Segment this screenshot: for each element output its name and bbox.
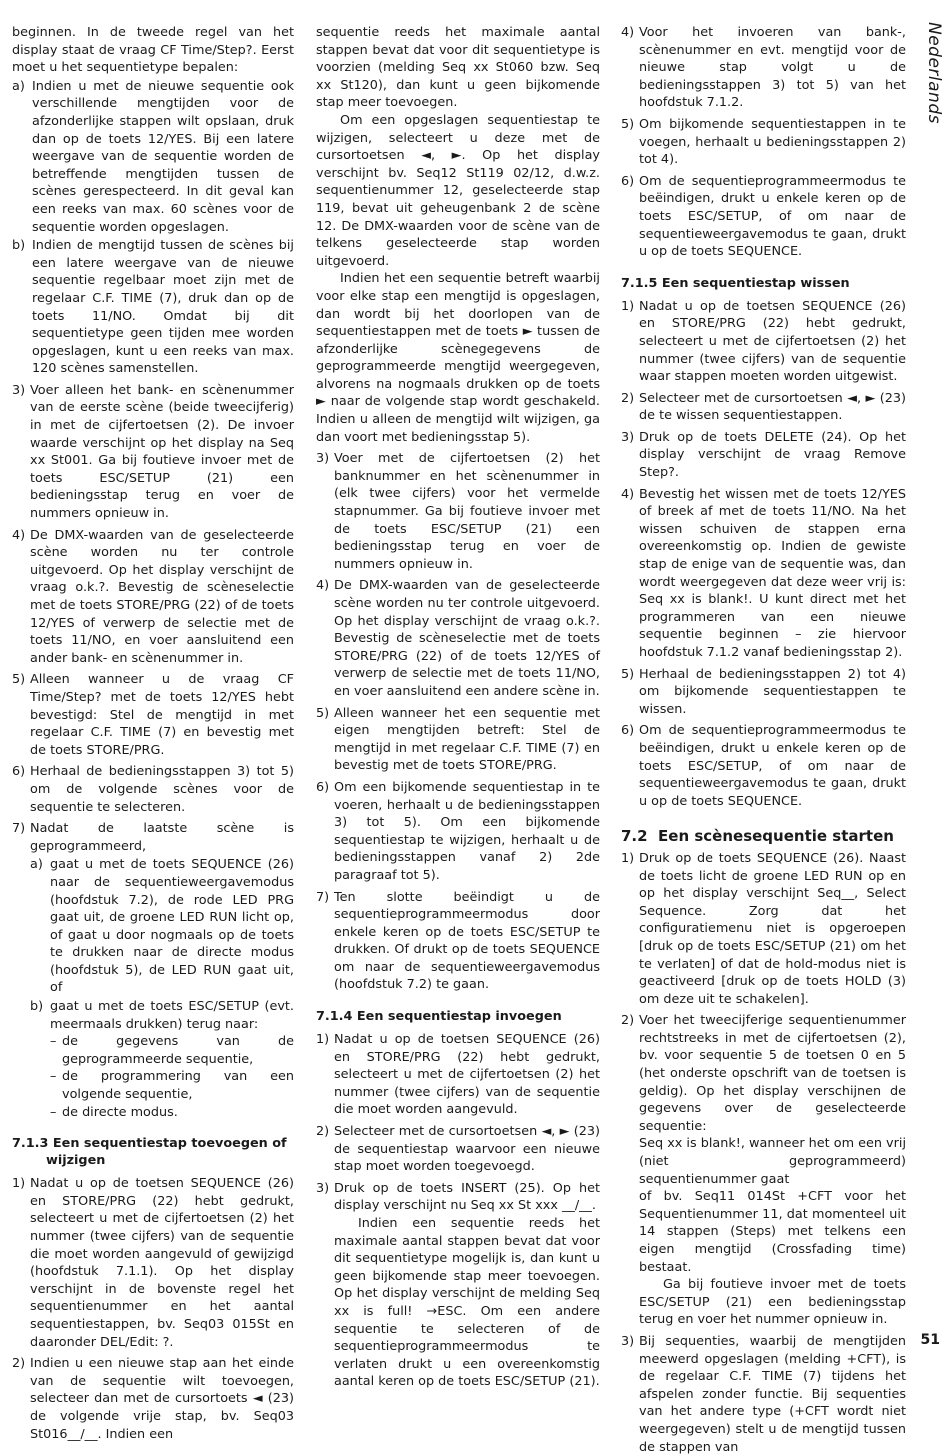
list-item: 5) Om bijkomende sequentiestappen in te voegen, herhaalt u bedieningsstappen 2) tot 4). — [621, 116, 906, 168]
list-item: 4) De DMX-waarden van de geselecteerde scène worden nu ter controle uitgevoerd. Op het display verschijnt de vraag o.k.?. Bevestig de scèneselectie met de toets STORE/PRG (22) of de toets 12/YES of verwerp de selectie met de toets 11/NO, en voer aansluitend een andere scène in. — [316, 578, 600, 699]
list-item: 1) Nadat u op de toetsen SEQUENCE (26) en STORE/PRG (22) hebt gedrukt, selecteert u met de cijfertoetsen (2) het nummer (twee cijfers) van de sequentie waar stappen moeten worden uitgewist. — [621, 298, 906, 385]
list-item: b) gaat u met de toets ESC/SETUP (evt. meermaals drukken) terug naar: – de gegevens van de geprogrammeerde sequentie, – de programmering van een volgende sequentie, – de directe modus. — [30, 999, 294, 1120]
list-item: 2) Selecteer met de cursortoetsen ◄, ► (23) de sequentiestap waarvoor een nieuwe stap moet worden toegevoegd. — [316, 1124, 600, 1175]
section-heading: 7.1.3 Een sequentiestap toevoegen of wijzigen — [12, 1136, 287, 1169]
list-item: 2) Selecteer met de cursortoetsen ◄, ► (23) de te wissen sequentiestappen. — [621, 390, 906, 424]
language-label: Nederlands — [924, 22, 944, 124]
list-item: 4) Voor het invoeren van bank-, scènenummer en evt. mengtijd voor de nieuwe stap volgt u de bedieningsstappen 3) tot 5) van het hoofdstuk 7.1.2. — [621, 25, 906, 111]
list-item: 5) Alleen wanneer het een sequentie met eigen mengtijden betreft: Stel de mengtijd in met regelaar C.F. TIME (7) en bevestig met de toets STORE/PRG. — [316, 705, 600, 774]
list-item: 2) Voer het tweecijferige sequentienummer rechtstreeks in met de cijfertoetsen (2), bv. voor sequentie 5 de toetsen 0 en 5 (het onderste opschrift van de toetsen is geldig). Op het display verschijnen de gegevens over de geselecteerde sequentie: Seq xx is blank!, wanneer het om een vrij (niet geprogrammeerd) sequentienummer gaat of bv. Seq11 014St +CFT voor het Sequentienummer 11, dat momenteel uit 14 stappen (Steps) met telkens een eigen mengtijd (Crossfading time) bestaat. Ga bij foutieve invoer met de toets ESC/SETUP (21) een bedieningsstap terug en voer het nummer opnieuw in. — [621, 1013, 906, 1328]
section-heading: 7.1.5 Een sequentiestap wissen — [621, 275, 850, 291]
list-item: 2) Indien u een nieuwe stap aan het einde van de sequentie wilt toevoegen, selecteer dan met de cursortoets ◄ (23) de volgende vrije stap, bv. Seq03 St016__/__. Indien een — [12, 1356, 294, 1442]
paragraph: beginnen. In de tweede regel van het display staat de vraag CF Time/Step?. Eerst moet u het sequentietype bepalen: — [12, 25, 294, 76]
list-item: – de programmering van een volgende sequentie, — [50, 1069, 294, 1103]
list-item: – de gegevens van de geprogrammeerde sequentie, — [50, 1034, 294, 1067]
column-2 — [316, 24, 600, 1391]
list-item: 6) Om de sequentieprogrammeermodus te beëindigen, drukt u enkele keren op de toets ESC/SETUP, of om naar de sequentieweergavemodus te gaan, drukt u op de toets SEQUENCE. — [621, 173, 906, 260]
list-item: a) Indien u met de nieuwe sequentie ook verschillende mengtijden voor de afzonderlijke stappen wilt opslaan, druk dan op de toets 12/YES. Bij een latere weergave van de sequentie worden de betreffende mengtijden tussen de scènes gerespecteerd. In dit geval kan een reeks van max. 60 scènes voor de sequentie worden opgeslagen. — [12, 78, 294, 235]
list-item: 3) Druk op de toets INSERT (25). Op het display verschijnt nu Seq xx St xxx __/__. Indien een sequentie reeds het maximale aantal stappen bevat dat voor dit sequentietype mogelijk is, dan kunt u geen bijkomende stap meer toevoegen. Op het display verschijnt de melding Seq xx is full! →ESC. Om een andere sequentie te selecteren of de sequentieprogrammeermodus te verlaten drukt u een overeenkomstig aantal keren op de toets ESC/SETUP (21). — [316, 1180, 600, 1390]
list-item: 6) Om de sequentieprogrammeermodus te beëindigen, drukt u enkele keren op de toets ESC/SETUP, of om naar de sequentieweergavemodus te gaan, drukt u op de toets SEQUENCE. — [621, 723, 906, 809]
list-item: 5) Alleen wanneer u de vraag CF Time/Step? met de toets 12/YES hebt bevestigd: Stel de mengtijd in met regelaar C.F. TIME (7) en bevestig met de toets STORE/PRG. — [12, 672, 294, 758]
list-item: 1) Nadat u op de toetsen SEQUENCE (26) en STORE/PRG (22) hebt gedrukt, selecteert u met de cijfertoetsen (2) het nummer (twee cijfers) van de sequentie die moet worden aangevuld of gewijzigd (hoofdstuk 7.1.1). Op het display verschijnt in de bovenste regel het sequentienummer en het aantal sequentiestappen, bv. Seq03 015St en daaronder DEL/Edit: ?. — [12, 1176, 294, 1350]
list-item: 7) Nadat de laatste scène is geprogrammeerd, a) gaat u met de toets SEQUENCE (26) naar de sequentieweergavemodus (hoofdstuk 7.2), de rode LED PRG gaat uit, de groene LED RUN licht op, of gaat u door nogmaals op de toets te drukken naar de directe modus (hoofdstuk 5), de LED RUN gaat uit, of b) gaat u met de toets ESC/SETUP (evt. meermaals drukken) terug naar: – de gegevens van de geprogrammeerde sequentie, – de programmering van een volgende sequentie, – de directe modus. — [12, 821, 294, 1120]
list-item: – de directe modus. — [50, 1104, 178, 1120]
column-3 — [621, 24, 906, 1456]
paragraph: sequentie reeds het maximale aantal stappen bevat dat voor dit sequentietype is voorzien (melding Seq xx St060 bzw. Seq xx St120), dan kunt u geen bijkomende stap meer toevoegen. — [316, 25, 600, 111]
list-item: 6) Herhaal de bedieningsstappen 3) tot 5) om de volgende scènes voor de sequentie te selecteren. — [12, 764, 294, 815]
paragraph: Om een opgeslagen sequentiestap te wijzigen, selecteert u deze met de cursortoetsen ◄, ►. Op het display verschijnt bv. Seq12 St119 02/12, d.w.z. sequentienummer 12, geselecteerde stap 119, bevat uit geheugenbank 2 de scène 12. De DMX-waarden voor de scène van de telkens geselecteerde stap worden uitgevoerd. — [316, 112, 600, 269]
list-item: 3) Bij sequenties, waarbij de mengtijden meewerd opgeslagen (melding +CFT), is de regelaar C.F. TIME (7) tijdens het afspelen zonder functie. Bij sequenties van het andere type (+CFT wordt niet weergegeven) stelt u de mengtijd tussen de stappen van — [621, 1333, 906, 1455]
list-item: 5) Herhaal de bedieningsstappen 2) tot 4) om bijkomende sequentiestappen te wissen. — [621, 666, 906, 717]
column-1 — [12, 24, 294, 1443]
section-heading: 7.2 Een scènesequentie starten — [621, 827, 894, 846]
page-number: 51 — [920, 1332, 940, 1348]
list-item: 1) Nadat u op de toetsen SEQUENCE (26) en STORE/PRG (22) hebt gedrukt, selecteert u met de cijfertoetsen (2) het nummer (twee cijfers) van de sequentie die moet worden aangevuld. — [316, 1032, 600, 1118]
paragraph: Indien het een sequentie betreft waarbij voor elke stap een mengtijd is opgeslagen, dan wordt bij het doorlopen van de sequentiestappen met de toets ► tussen de afzonderlijke scènegegevens de geprogrammeerde mengtijd weergegeven, alvorens na nogmaals drukken op de toets ► naar de volgende stap wordt geschakeld. Indien u alleen de mengtijd wilt wijzigen, ga dan voort met bedieningsstap 5). — [316, 271, 600, 445]
list-item: 7) Ten slotte beëindigt u de sequentieprogrammeermodus door enkele keren op de toets ESC/SETUP te drukken. Of drukt op de toets SEQUENCE om naar de sequentieweergavemodus (hoofdstuk 7.2) te gaan. — [316, 889, 600, 993]
list-item: b) Indien de mengtijd tussen de scènes bij een latere weergave van de nieuwe sequentie regelbaar moet zijn met de regelaar C.F. TIME (7), druk dan op de toets 11/NO. Omdat bij dit sequentietype geen tijden mee worden opgeslagen, kunt u een reeks van max. 120 scènes samenstellen. — [12, 238, 294, 377]
list-item: 1) Druk op de toets SEQUENCE (26). Naast de toets licht de groene LED RUN op en op het display verschijnt Seq__, Select Sequence. Zorg dat het configuratiemenu niet is opgeroepen [druk op de toets ESC/SETUP (21) om het te verlaten] of dat de hold-modus niet is geactiveerd [druk op de toets HOLD (3) om deze uit te schakelen]. — [621, 850, 906, 1007]
list-item: 3) Voer met de cijfertoetsen (2) het banknummer en het scènenummer in (elk twee cijfers) voor het vermelde stapnummer. Ga bij foutieve invoer met de toets ESC/SETUP (21) een bedieningsstap terug en voer de nummers opnieuw in. — [316, 451, 600, 572]
list-item: 4) De DMX-waarden van de geselecteerde scène worden nu ter controle uitgevoerd. Op het display verschijnt de vraag o.k.?. Bevestig de scèneselectie met de toets STORE/PRG (22) of de toets 12/YES of verwerp de selectie met de toets 11/NO, en voer aansluitend een ander bank- en scènenummer in. — [12, 527, 294, 666]
list-item: 6) Om een bijkomende sequentiestap in te voeren, herhaalt u de bedieningsstappen 3) tot 5). Om een bijkomende sequentiestap te wijzigen, herhaalt u de bedieningsstappen vanaf 2) 2de paragraaf tot 5). — [316, 779, 600, 883]
list-item: 3) Druk op de toets DELETE (24). Op het display verschijnt de vraag Remove Step?. — [621, 429, 906, 481]
list-item: 3) Voer alleen het bank- en scènenummer van de eerste scène (beide tweecijferig) in met de cijfertoetsen (2). De invoer waarde verschijnt op het display na Seq xx St001. Ga bij foutieve invoer met de toets ESC/SETUP (21) een bedieningsstap terug en voer de nummers opnieuw in. — [12, 382, 294, 522]
section-heading: 7.1.4 Een sequentiestap invoegen — [316, 1009, 562, 1025]
list-item: a) gaat u met de toets SEQUENCE (26) naar de sequentieweergavemodus (hoofdstuk 7.2), de rode LED PRG gaat uit, de groene LED RUN licht op, of gaat u door nogmaals op de toets te drukken naar de directe modus (hoofdstuk 5), de LED RUN gaat uit, of — [30, 857, 294, 996]
list-item: 4) Bevestig het wissen met de toets 12/YES of breek af met de toets 11/NO. Na het wissen schuiven de stappen erna overeenkomstig op. Indien de gewiste stap de enige van de sequentie was, dan wordt weergegeven dat deze weer vrij is: Seq xx is blank!. U kunt direct met het programmeren van een nieuwe sequentie beginnen – zie hiervoor hoofdstuk 7.1.2 vanaf bedieningsstap 2). — [621, 486, 906, 660]
